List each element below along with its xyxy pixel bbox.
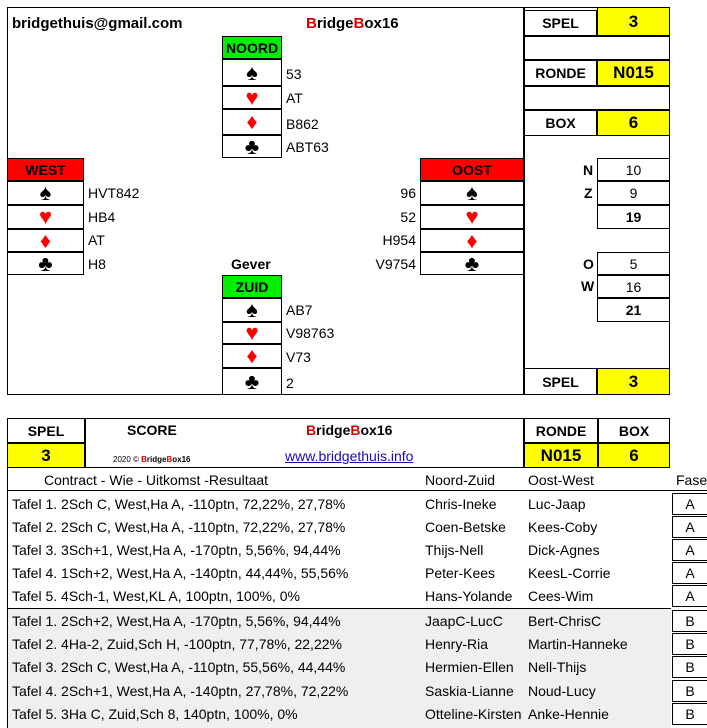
n-value: 10 — [597, 158, 670, 181]
row-ow: Martin-Hanneke — [528, 636, 628, 652]
oost-spades: 96 — [400, 185, 416, 201]
score-spel-label: SPEL — [7, 418, 85, 443]
row-contract: Tafel 4. 1Sch+2, West,Ha A, -140ptn, 44,44%, 55,56% — [12, 565, 349, 581]
spade-icon: ♠ — [7, 181, 84, 205]
oost-clubs: V9754 — [375, 256, 416, 272]
zuid-label: ZUID — [222, 275, 282, 298]
brand-b3: B — [350, 422, 361, 438]
box-label: BOX — [524, 110, 597, 136]
score-box-label: BOX — [598, 418, 670, 443]
row-fase: B — [672, 703, 707, 725]
heart-icon: ♥ — [222, 322, 282, 344]
row-fase: B — [672, 610, 707, 632]
score-label: SCORE — [127, 422, 177, 438]
row-ow: Luc-Jaap — [528, 496, 586, 512]
copyright-b2: ridge — [146, 455, 167, 464]
spade-icon: ♠ — [222, 59, 282, 86]
w-value: 16 — [597, 275, 670, 298]
gever-label: Gever — [231, 256, 271, 272]
row-fase: A — [672, 539, 707, 561]
row-ow: Dick-Agnes — [528, 542, 600, 558]
score-table — [7, 491, 707, 728]
o-value: 5 — [597, 252, 670, 275]
row-contract: Tafel 3. 3Sch+1, West,Ha A, -170ptn, 5,56%, 94,44% — [12, 542, 341, 558]
email-text: bridgethuis@gmail.com — [12, 15, 183, 32]
oost-hearts: 52 — [400, 209, 416, 225]
spel-spacer — [524, 36, 670, 60]
col-nz: Noord-Zuid — [425, 472, 496, 488]
brand-b4: ox16 — [360, 422, 393, 438]
score-ronde-value: N015 — [524, 443, 598, 468]
west-diamonds: AT — [88, 232, 105, 248]
brand-b2: ridge — [316, 15, 354, 32]
table-row — [8, 633, 707, 655]
row-contract: Tafel 4. 2Sch+1, West,Ha A, -140ptn, 27,78%, 72,22% — [12, 683, 349, 699]
table-row — [8, 516, 707, 538]
nz-total: 19 — [597, 205, 670, 229]
row-fase: B — [672, 680, 707, 702]
row-list — [8, 491, 707, 728]
o-label: O — [583, 256, 594, 272]
spel-bottom-value: 3 — [597, 368, 670, 395]
row-nz: Coen-Betske — [425, 519, 506, 535]
brand-b4: ox16 — [364, 15, 399, 32]
row-fase: B — [672, 656, 707, 678]
row-contract: Tafel 3. 2Sch C, West,Ha A, -110ptn, 55,56%, 44,44% — [12, 659, 346, 675]
row-contract: Tafel 1. 2Sch C, West,Ha A, -110ptn, 72,22%, 27,78% — [12, 496, 346, 512]
score-brand — [306, 422, 392, 438]
row-nz: Chris-Ineke — [425, 496, 497, 512]
table-row — [8, 610, 707, 632]
table-row — [8, 585, 707, 607]
club-icon: ♣ — [222, 368, 282, 395]
ow-total: 21 — [597, 298, 670, 322]
zuid-spades: AB7 — [286, 302, 313, 318]
w-label: W — [581, 278, 595, 294]
copyright-b1: B — [141, 455, 147, 464]
ronde-spacer — [524, 86, 670, 110]
diamond-icon: ♦ — [222, 344, 282, 368]
row-nz: Otteline-Kirsten — [425, 706, 522, 722]
zuid-diamonds: V73 — [286, 349, 311, 365]
noord-clubs: ABT63 — [286, 139, 329, 155]
row-ow: Bert-ChrisC — [528, 613, 602, 629]
heart-icon: ♥ — [222, 86, 282, 109]
spade-icon: ♠ — [420, 181, 524, 205]
z-label: Z — [584, 185, 593, 201]
copyright-text — [113, 455, 191, 464]
diamond-icon: ♦ — [7, 229, 84, 252]
west-label: WEST — [7, 158, 84, 181]
row-fase: A — [672, 493, 707, 515]
zuid-hearts: V98763 — [286, 325, 335, 341]
brand-b1: B — [306, 422, 317, 438]
diamond-icon: ♦ — [222, 109, 282, 135]
row-nz: Peter-Kees — [425, 565, 496, 581]
row-fase: A — [672, 585, 707, 607]
west-hearts: HB4 — [88, 209, 116, 225]
row-contract: Tafel 2. 4Ha-2, Zuid,Sch H, -100ptn, 77,78%, 22,22% — [12, 636, 342, 652]
table-row — [8, 493, 707, 515]
table-row — [8, 656, 707, 678]
spel-bottom-label: SPEL — [524, 368, 597, 395]
brand-b3: B — [353, 15, 365, 32]
table-row — [8, 703, 707, 725]
score-spel-value: 3 — [7, 443, 85, 468]
copyright-prefix: 2020 © — [113, 455, 142, 464]
ronde-label: RONDE — [524, 60, 597, 86]
z-value: 9 — [597, 181, 670, 205]
brand-b1: B — [306, 15, 317, 32]
west-spades: HVT842 — [88, 185, 140, 201]
score-box-value: 6 — [598, 443, 670, 468]
website-link[interactable]: www.bridgethuis.info — [285, 448, 414, 464]
row-ow: Nell-Thijs — [528, 659, 587, 675]
spel-label: SPEL — [524, 10, 597, 36]
club-icon: ♣ — [420, 252, 524, 275]
col-contract: Contract - Wie - Uitkomst -Resultaat — [44, 472, 269, 488]
heart-icon: ♥ — [420, 205, 524, 229]
row-nz: JaapC-LucC — [425, 613, 503, 629]
row-nz: Hermien-Ellen — [425, 659, 514, 675]
row-contract: Tafel 2. 2Sch C, West,Ha A, -110ptn, 72,22%, 27,78% — [12, 519, 346, 535]
row-nz: Thijs-Nell — [425, 542, 484, 558]
noord-label: NOORD — [222, 36, 282, 59]
row-ow: Cees-Wim — [528, 588, 594, 604]
noord-diamonds: B862 — [286, 116, 319, 132]
row-fase: A — [672, 516, 707, 538]
row-contract: Tafel 5. 4Sch-1, West,KL A, 100ptn, 100%, 0% — [12, 588, 300, 604]
row-fase: A — [672, 562, 707, 584]
table-row — [8, 562, 707, 584]
west-clubs: H8 — [88, 256, 106, 272]
score-column-header — [7, 468, 707, 491]
noord-hearts: AT — [286, 90, 303, 106]
row-nz: Saskia-Lianne — [425, 683, 514, 699]
diamond-icon: ♦ — [420, 229, 524, 252]
table-row — [8, 539, 707, 561]
heart-icon: ♥ — [7, 205, 84, 229]
row-ow: Kees-Coby — [528, 519, 598, 535]
col-fase: Fase — [676, 472, 707, 488]
row-contract: Tafel 1. 2Sch+2, West,Ha A, -170ptn, 5,56%, 94,44% — [12, 613, 341, 629]
spade-icon: ♠ — [222, 298, 282, 322]
copyright-b3: B — [166, 455, 173, 464]
row-nz: Henry-Ria — [425, 636, 489, 652]
row-fase: B — [672, 633, 707, 655]
n-label: N — [583, 162, 594, 178]
table-row — [8, 680, 707, 702]
zuid-clubs: 2 — [286, 375, 294, 391]
row-nz: Hans-Yolande — [425, 588, 513, 604]
row-ow: Noud-Lucy — [528, 683, 596, 699]
row-ow: KeesL-Corrie — [528, 565, 611, 581]
oost-diamonds: H954 — [382, 232, 416, 248]
oost-label: OOST — [420, 158, 524, 181]
club-icon: ♣ — [7, 252, 84, 275]
copyright-b4: ox16 — [172, 455, 191, 464]
noord-spades: 53 — [286, 66, 302, 82]
col-ow: Oost-West — [528, 472, 594, 488]
score-ronde-label: RONDE — [524, 418, 598, 443]
box-value: 6 — [597, 110, 670, 136]
row-contract: Tafel 5. 3Ha C, Zuid,Sch 8, 140ptn, 100%, 0% — [12, 706, 298, 722]
row-ow: Anke-Hennie — [528, 706, 609, 722]
ronde-value: N015 — [597, 60, 670, 86]
brand-b2: ridge — [316, 422, 351, 438]
brand-title — [306, 15, 399, 32]
club-icon: ♣ — [222, 135, 282, 158]
spel-value: 3 — [597, 7, 670, 36]
